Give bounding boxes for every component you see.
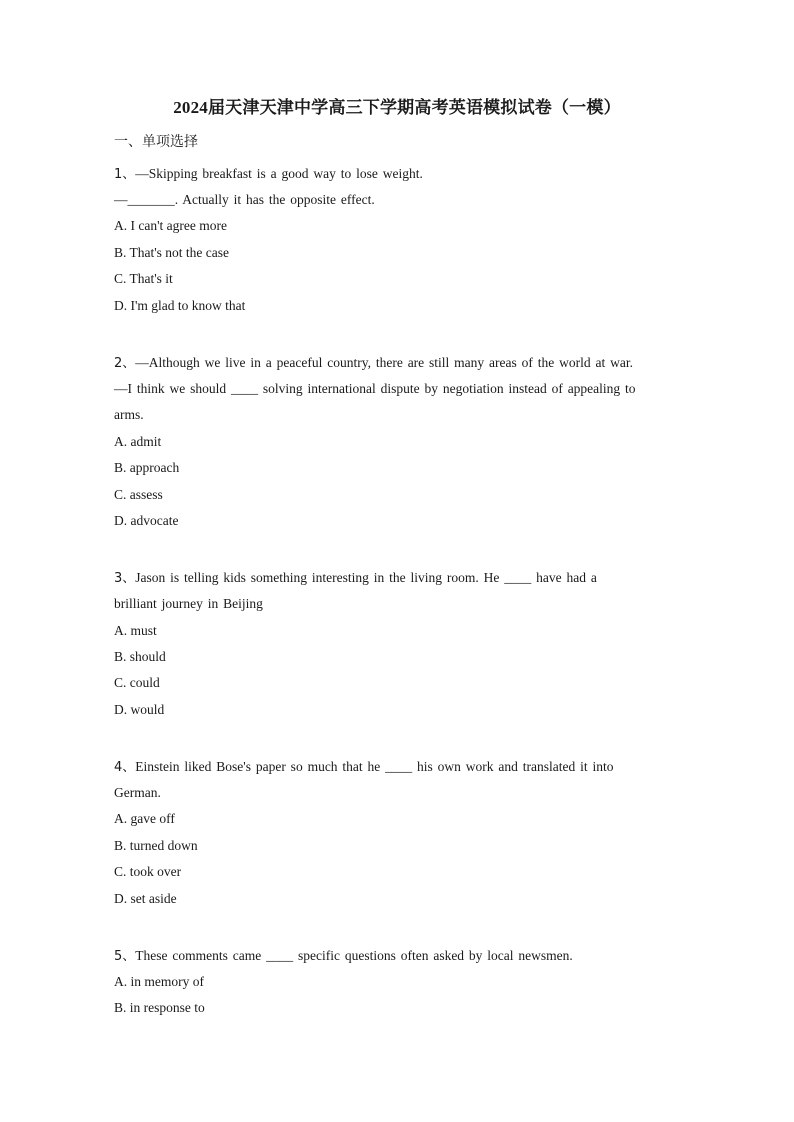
question-text: Einstein liked Bose's paper so much that he ____ his own work and translated it into bbox=[135, 759, 614, 774]
question-3-option-b: B. should bbox=[114, 649, 166, 664]
question-4-line-1 bbox=[114, 756, 614, 775]
question-2-option-c: C. assess bbox=[114, 487, 163, 502]
question-1-option-c: C. That's it bbox=[114, 271, 173, 286]
question-1-option-b: B. That's not the case bbox=[114, 245, 230, 260]
section-heading: 一、单项选择 bbox=[114, 134, 198, 150]
question-3-option-a: A. must bbox=[114, 623, 157, 638]
question-text: These comments came ____ specific questions often asked by local newsmen. bbox=[135, 948, 573, 963]
question-text: —Although we live in a peaceful country, there are still many areas of the world at war. bbox=[135, 355, 633, 370]
question-3-option-c: C. could bbox=[114, 675, 160, 690]
question-number: 3、 bbox=[114, 571, 136, 586]
question-2-option-d: D. advocate bbox=[114, 513, 179, 528]
question-4-line-2: German. bbox=[114, 785, 161, 800]
question-1-option-a: A. I can't agree more bbox=[114, 218, 227, 233]
question-number: 5、 bbox=[114, 949, 136, 964]
question-3-line-2: brilliant journey in Beijing bbox=[114, 596, 263, 611]
question-3-option-d: D. would bbox=[114, 702, 165, 717]
question-4-option-c: C. took over bbox=[114, 864, 182, 879]
question-5-option-a: A. in memory of bbox=[114, 974, 204, 989]
question-5-line-1 bbox=[114, 945, 573, 964]
question-2-line-2: —I think we should ____ solving international dispute by negotiation instead of appealing to bbox=[114, 381, 636, 396]
question-5-option-b: B. in response to bbox=[114, 1000, 205, 1015]
question-text: —Skipping breakfast is a good way to lose weight. bbox=[135, 166, 423, 181]
question-number: 1、 bbox=[114, 167, 136, 182]
question-4-option-d: D. set aside bbox=[114, 891, 177, 906]
question-3-line-1 bbox=[114, 567, 597, 586]
page-title: 2024届天津天津中学高三下学期高考英语模拟试卷（一模） bbox=[173, 98, 621, 117]
question-number: 4、 bbox=[114, 760, 136, 775]
question-number: 2、 bbox=[114, 356, 136, 371]
question-2-line-3: arms. bbox=[114, 407, 144, 422]
question-text: Jason is telling kids something interesting in the living room. He ____ have had a bbox=[135, 570, 597, 585]
question-2-option-a: A. admit bbox=[114, 434, 162, 449]
question-2-option-b: B. approach bbox=[114, 460, 180, 475]
question-4-option-b: B. turned down bbox=[114, 838, 198, 853]
question-1-line-2: —_______. Actually it has the opposite effect. bbox=[114, 192, 375, 207]
question-1-line-1 bbox=[114, 163, 423, 182]
question-2-line-1 bbox=[114, 352, 633, 371]
question-4-option-a: A. gave off bbox=[114, 811, 175, 826]
question-1-option-d: D. I'm glad to know that bbox=[114, 298, 246, 313]
